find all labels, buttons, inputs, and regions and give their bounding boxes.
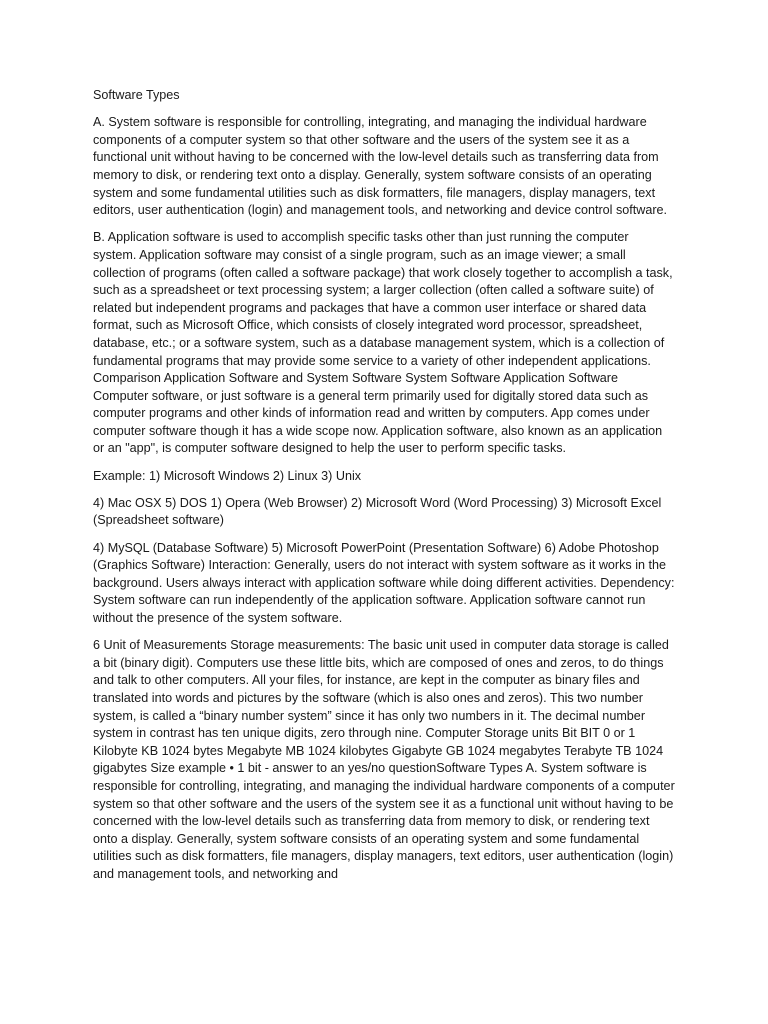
- paragraph-storage-measurements: 6 Unit of Measurements Storage measurements: The basic unit used in computer data storage is called a bit (binary digit). Computers use these little bits, which are composed of ones and zeros, to do things and talk to other computers. All your files, for instance, are kept in the computer as binary files and translated into words and pictures by the software (which is also ones and zeros). This two number system, is called a “binary number system” since it has only two numbers in it. The decimal number system in contrast has ten unique digits, zero through nine. Computer Storage units Bit BIT 0 or 1 Kilobyte KB 1024 bytes Megabyte MB 1024 kilobytes Gigabyte GB 1024 megabytes Terabyte TB 1024 gigabytes Size example • 1 bit - answer to an yes/no questionSoftware Types A. System software is responsible for controlling, integrating, and managing the individual hardware components of a computer system so that other software and the users of the system see it as a functional unit without having to be concerned with the low-level details such as transferring data from memory to disk, or rendering text onto a display. Generally, system software consists of an operating system and some fundamental utilities such as disk formatters, file managers, display managers, text editors, user authentication (login) and management tools, and networking and: [93, 638, 675, 881]
- paragraph-system-software: A. System software is responsible for controlling, integrating, and managing the individual hardware components of a computer system so that other software and the users of the system see it as a functional unit without having to be concerned with the low-level details such as transferring data from memory to disk, or rendering text onto a display. Generally, system software consists of an operating system and some fundamental utilities such as disk formatters, file managers, display managers, text editors, user authentication (login) and management tools, and networking and device control software.: [93, 115, 668, 218]
- paragraph-example: Example: 1) Microsoft Windows 2) Linux 3) Unix: [93, 468, 362, 483]
- paragraph-example-continued: 4) Mac OSX 5) DOS 1) Opera (Web Browser) 2) Microsoft Word (Word Processing) 3) Microsoft Excel (Spreadsheet software): [93, 495, 662, 528]
- document-title: Software Types: [93, 88, 180, 102]
- document-body: [93, 87, 675, 893]
- paragraph-application-software: B. Application software is used to accomplish specific tasks other than just running the computer system. Application software may consist of a single program, such as an image viewer; a small collection of programs (often called a software package) that work closely together to accomplish a task, such as a spreadsheet or text processing system; a larger collection (often called a software suite) of related but independent programs and packages that have a common user interface or shared data format, such as Microsoft Office, which consists of closely integrated word processor, spreadsheet, database, etc.; or a software system, such as a database management system, which is a collection of fundamental programs that may provide some service to a variety of other independent applications. Comparison Application Software and System Software System Software Application Software Computer software, or just software is a general term primarily used for digitally stored data such as computer programs and other kinds of information read and written by computers. App comes under computer software though it has a wide scope now. Application software, also known as an application or an "app", is computer software designed to help the user to perform specific tasks.: [93, 230, 673, 456]
- paragraph-interaction-dependency: 4) MySQL (Database Software) 5) Microsoft PowerPoint (Presentation Software) 6) Adobe Photoshop (Graphics Software) Interaction: Generally, users do not interact with system software as it works in the background. Users always interact with application software while doing different activities. Dependency: System software can run independently of the application software. Application software cannot run without the presence of the system software.: [93, 540, 675, 625]
